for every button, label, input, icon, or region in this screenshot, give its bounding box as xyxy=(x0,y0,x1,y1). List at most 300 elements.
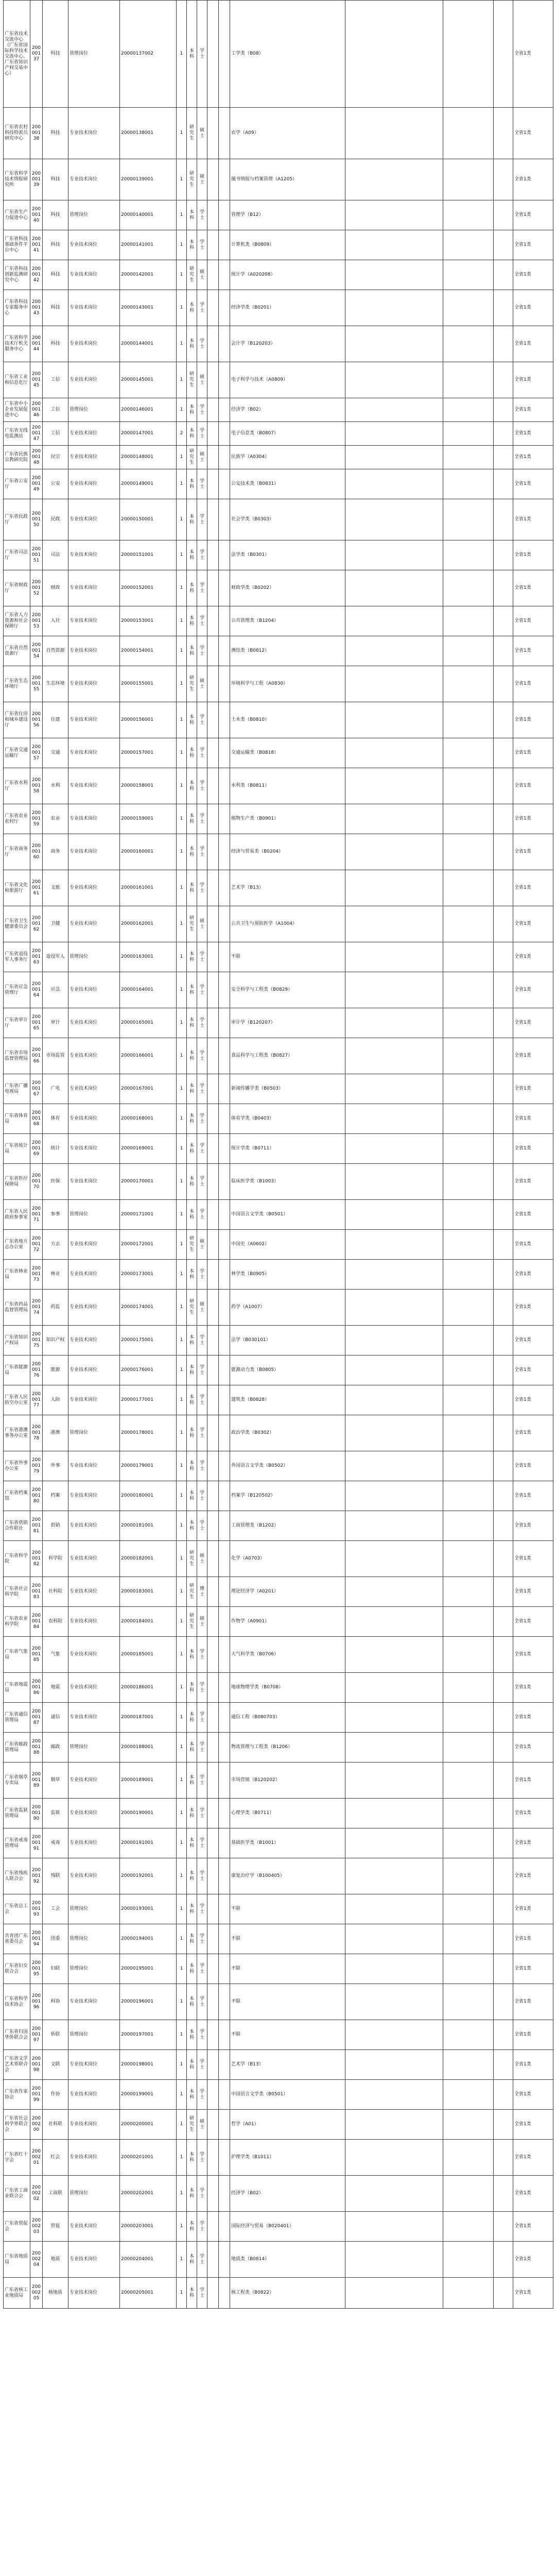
cell-poscode: 20000182001 xyxy=(120,1541,177,1577)
cell-num: 1 xyxy=(177,260,187,290)
cell-num: 1 xyxy=(177,1230,187,1260)
cell-major: 电子科学与技术（A0809） xyxy=(230,362,345,398)
table-row xyxy=(4,1924,553,1954)
cell-age xyxy=(207,1984,219,2020)
cell-blank xyxy=(219,362,230,398)
cell-poscode: 20000174001 xyxy=(120,1290,177,1326)
cell-code: 20000179 xyxy=(30,1451,43,1481)
cell-deg: 硕士 xyxy=(197,1290,207,1326)
cell-remark: 全省1类 xyxy=(513,1577,553,1607)
cell-unit: 广东省药品监督管理局 xyxy=(4,1290,30,1326)
cell-pos: 专业技术岗位 xyxy=(68,2242,120,2278)
cell-major: 护理学类（B1011） xyxy=(230,2140,345,2176)
cell-unit: 广东省人力资源和社会保障厅 xyxy=(4,606,30,636)
cell-note xyxy=(494,702,513,738)
cell-edu: 本科 xyxy=(187,1104,197,1134)
cell-major: 核工程类（B0822） xyxy=(230,2278,345,2309)
cell-deg: 学士 xyxy=(197,499,207,540)
cell-major: 心理学类（B0711） xyxy=(230,1799,345,1828)
cell-age xyxy=(207,834,219,870)
cell-major2 xyxy=(345,1984,443,2020)
cell-age xyxy=(207,570,219,606)
cell-pos: 专业技术岗位 xyxy=(68,422,120,446)
cell-dept: 妇联 xyxy=(43,1954,68,1984)
cell-deg: 学士 xyxy=(197,738,207,768)
cell-blank xyxy=(219,1733,230,1762)
cell-remark: 全省1类 xyxy=(513,1984,553,2020)
cell-edu: 本科 xyxy=(187,2050,197,2080)
cell-unit: 广东省交通运输厅 xyxy=(4,738,30,768)
cell-pos: 专业技术岗位 xyxy=(68,2050,120,2080)
cell-unit: 广东省地方志办公室 xyxy=(4,1230,30,1260)
cell-code: 20000143 xyxy=(30,290,43,326)
cell-blank xyxy=(219,1541,230,1577)
cell-major2 xyxy=(345,702,443,738)
cell-code: 20000139 xyxy=(30,159,43,200)
table-row xyxy=(4,636,553,666)
cell-unit: 广东省社会科学院 xyxy=(4,1577,30,1607)
cell-blank xyxy=(219,1038,230,1074)
cell-blank xyxy=(219,1451,230,1481)
cell-poscode: 20000193001 xyxy=(120,1894,177,1924)
cell-remark: 全省1类 xyxy=(513,1481,553,1511)
cell-unit: 广东省戒毒管理局 xyxy=(4,1828,30,1858)
cell-blank xyxy=(219,1385,230,1415)
cell-edu: 研究生 xyxy=(187,1577,197,1607)
cell-pos: 专业技术岗位 xyxy=(68,636,120,666)
cell-note xyxy=(494,2242,513,2278)
cell-poscode: 20000161001 xyxy=(120,870,177,906)
cell-unit: 广东省农业科学院 xyxy=(4,1607,30,1637)
cell-age xyxy=(207,1038,219,1074)
cell-remark: 全省1类 xyxy=(513,1799,553,1828)
cell-poscode: 20000176001 xyxy=(120,1355,177,1385)
cell-edu: 本科 xyxy=(187,2212,197,2242)
cell-dept: 贸促 xyxy=(43,2212,68,2242)
cell-unit: 广东省统计局 xyxy=(4,1134,30,1164)
table-row xyxy=(4,1326,553,1355)
cell-deg: 学士 xyxy=(197,1828,207,1858)
cell-poscode: 20000183001 xyxy=(120,1577,177,1607)
cell-major: 不限 xyxy=(230,1894,345,1924)
cell-code: 20000152 xyxy=(30,570,43,606)
cell-major: 公共卫生与预防医学（A1004） xyxy=(230,906,345,942)
cell-pos: 专业技术岗位 xyxy=(68,870,120,906)
cell-unit: 广东省科技基础条件平台中心 xyxy=(4,230,30,260)
cell-num: 1 xyxy=(177,1733,187,1762)
cell-other xyxy=(443,1984,494,2020)
cell-age xyxy=(207,2140,219,2176)
table-row xyxy=(4,159,553,200)
cell-blank xyxy=(219,972,230,1008)
cell-major2 xyxy=(345,1607,443,1637)
cell-poscode: 20000170001 xyxy=(120,1164,177,1200)
cell-code: 20000169 xyxy=(30,1134,43,1164)
cell-other xyxy=(443,768,494,804)
cell-blank xyxy=(219,702,230,738)
cell-note xyxy=(494,1673,513,1703)
cell-edu: 本科 xyxy=(187,1703,197,1733)
cell-pos: 专业技术岗位 xyxy=(68,1451,120,1481)
cell-major2 xyxy=(345,540,443,570)
cell-blank xyxy=(219,1511,230,1541)
cell-major2 xyxy=(345,1290,443,1326)
cell-other xyxy=(443,1703,494,1733)
cell-poscode: 20000166001 xyxy=(120,1038,177,1074)
cell-code: 20000140 xyxy=(30,200,43,230)
cell-blank xyxy=(219,1762,230,1799)
cell-poscode: 20000144001 xyxy=(120,326,177,362)
cell-edu: 本科 xyxy=(187,1326,197,1355)
cell-unit: 广东省人民防空办公室 xyxy=(4,1385,30,1415)
cell-blank xyxy=(219,1104,230,1134)
cell-major: 外国语言文学类（B0502） xyxy=(230,1451,345,1481)
cell-age xyxy=(207,1954,219,1984)
cell-major2 xyxy=(345,362,443,398)
cell-deg: 学士 xyxy=(197,1260,207,1290)
cell-pos: 专业技术岗位 xyxy=(68,1984,120,2020)
cell-code: 20000170 xyxy=(30,1164,43,1200)
cell-remark: 全省1类 xyxy=(513,636,553,666)
cell-note xyxy=(494,1260,513,1290)
cell-remark: 全省1类 xyxy=(513,469,553,499)
cell-unit: 广东省工业和信息化厅 xyxy=(4,362,30,398)
cell-dept: 港澳 xyxy=(43,1415,68,1451)
cell-edu: 研究生 xyxy=(187,1607,197,1637)
cell-blank xyxy=(219,636,230,666)
cell-unit: 广东省市场监督管理局 xyxy=(4,1038,30,1074)
cell-note xyxy=(494,1733,513,1762)
cell-major: 社会学类（B0303） xyxy=(230,499,345,540)
cell-age xyxy=(207,499,219,540)
cell-edu: 研究生 xyxy=(187,666,197,702)
cell-unit: 广东省财政厅 xyxy=(4,570,30,606)
cell-poscode: 20000169001 xyxy=(120,1134,177,1164)
cell-dept: 生态环境 xyxy=(43,666,68,702)
job-table-sheet xyxy=(3,0,553,2309)
cell-unit: 广东省通信管理局 xyxy=(4,1703,30,1733)
cell-pos: 管理岗位 xyxy=(68,1200,120,1230)
table-row xyxy=(4,606,553,636)
cell-blank xyxy=(219,2242,230,2278)
cell-num: 1 xyxy=(177,606,187,636)
cell-note xyxy=(494,230,513,260)
cell-blank xyxy=(219,2020,230,2050)
cell-major2 xyxy=(345,972,443,1008)
cell-major: 临床医学类（B1003） xyxy=(230,1164,345,1200)
cell-blank xyxy=(219,768,230,804)
cell-edu: 研究生 xyxy=(187,906,197,942)
cell-other xyxy=(443,942,494,972)
cell-other xyxy=(443,1134,494,1164)
cell-num: 1 xyxy=(177,972,187,1008)
cell-code: 20000161 xyxy=(30,870,43,906)
cell-code: 20000162 xyxy=(30,906,43,942)
table-row xyxy=(4,1762,553,1799)
cell-other xyxy=(443,1200,494,1230)
cell-num: 1 xyxy=(177,1290,187,1326)
cell-num: 1 xyxy=(177,906,187,942)
cell-age xyxy=(207,1230,219,1260)
cell-major2 xyxy=(345,230,443,260)
cell-pos: 专业技术岗位 xyxy=(68,768,120,804)
cell-num: 1 xyxy=(177,159,187,200)
table-row xyxy=(4,260,553,290)
cell-major: 统计学（A020208） xyxy=(230,260,345,290)
cell-deg: 学士 xyxy=(197,636,207,666)
cell-note xyxy=(494,469,513,499)
cell-age xyxy=(207,1511,219,1541)
cell-dept: 人社 xyxy=(43,606,68,636)
cell-edu: 本科 xyxy=(187,1799,197,1828)
cell-pos: 专业技术岗位 xyxy=(68,1326,120,1355)
cell-edu: 研究生 xyxy=(187,1290,197,1326)
cell-major: 体育学类（B0403） xyxy=(230,1104,345,1134)
cell-dept: 科技 xyxy=(43,200,68,230)
table-row xyxy=(4,2212,553,2242)
cell-deg: 学士 xyxy=(197,1385,207,1415)
cell-other xyxy=(443,1038,494,1074)
cell-other xyxy=(443,1762,494,1799)
cell-edu: 本科 xyxy=(187,1984,197,2020)
cell-poscode: 20000186001 xyxy=(120,1673,177,1703)
cell-edu: 本科 xyxy=(187,398,197,422)
cell-deg: 学士 xyxy=(197,2212,207,2242)
cell-poscode: 20000178001 xyxy=(120,1415,177,1451)
cell-major: 经济与贸易类（B0204） xyxy=(230,834,345,870)
cell-note xyxy=(494,1828,513,1858)
cell-code: 20000198 xyxy=(30,2050,43,2080)
cell-poscode: 20000142001 xyxy=(120,260,177,290)
cell-unit: 广东省水利厅 xyxy=(4,768,30,804)
cell-remark: 全省1类 xyxy=(513,1894,553,1924)
cell-dept: 参事 xyxy=(43,1200,68,1230)
cell-pos: 专业技术岗位 xyxy=(68,159,120,200)
cell-num: 1 xyxy=(177,108,187,159)
cell-deg: 硕士 xyxy=(197,260,207,290)
cell-other xyxy=(443,1355,494,1385)
cell-dept: 科技 xyxy=(43,1,68,108)
cell-other xyxy=(443,422,494,446)
cell-pos: 专业技术岗位 xyxy=(68,906,120,942)
cell-other xyxy=(443,290,494,326)
cell-remark: 全省1类 xyxy=(513,2050,553,2080)
cell-other xyxy=(443,834,494,870)
cell-remark: 全省1类 xyxy=(513,1858,553,1894)
cell-blank xyxy=(219,1799,230,1828)
cell-dept: 邮政 xyxy=(43,1733,68,1762)
cell-pos: 专业技术岗位 xyxy=(68,1164,120,1200)
cell-age xyxy=(207,1673,219,1703)
cell-poscode: 20000165001 xyxy=(120,1008,177,1038)
cell-note xyxy=(494,768,513,804)
cell-code: 20000187 xyxy=(30,1703,43,1733)
cell-remark: 全省1类 xyxy=(513,1134,553,1164)
cell-code: 20000195 xyxy=(30,1954,43,1984)
cell-dept: 科技 xyxy=(43,326,68,362)
cell-pos: 管理岗位 xyxy=(68,398,120,422)
cell-major2 xyxy=(345,606,443,636)
cell-dept: 林业 xyxy=(43,1260,68,1290)
cell-major: 测绘类（B0812） xyxy=(230,636,345,666)
cell-edu: 研究生 xyxy=(187,446,197,469)
cell-other xyxy=(443,230,494,260)
cell-age xyxy=(207,290,219,326)
cell-blank xyxy=(219,1008,230,1038)
cell-remark: 全省1类 xyxy=(513,1733,553,1762)
cell-major: 林学类（B0905） xyxy=(230,1260,345,1290)
cell-major2 xyxy=(345,2278,443,2309)
cell-num: 1 xyxy=(177,446,187,469)
cell-other xyxy=(443,1894,494,1924)
cell-deg: 学士 xyxy=(197,2278,207,2309)
cell-major: 食品科学与工程类（B0827） xyxy=(230,1038,345,1074)
cell-edu: 本科 xyxy=(187,942,197,972)
cell-major2 xyxy=(345,1954,443,1984)
cell-deg: 硕士 xyxy=(197,906,207,942)
cell-major2 xyxy=(345,2080,443,2110)
cell-other xyxy=(443,1451,494,1481)
cell-edu: 本科 xyxy=(187,1511,197,1541)
cell-remark: 全省1类 xyxy=(513,1164,553,1200)
cell-unit: 广东省医疗保障局 xyxy=(4,1164,30,1200)
cell-pos: 专业技术岗位 xyxy=(68,2212,120,2242)
cell-unit: 广东省退役军人事务厅 xyxy=(4,942,30,972)
cell-blank xyxy=(219,2278,230,2309)
cell-unit: 广东省外事办公室 xyxy=(4,1451,30,1481)
cell-num: 1 xyxy=(177,942,187,972)
cell-code: 20000192 xyxy=(30,1858,43,1894)
cell-poscode: 20000200001 xyxy=(120,2110,177,2140)
cell-note xyxy=(494,290,513,326)
cell-pos: 专业技术岗位 xyxy=(68,469,120,499)
cell-major: 农学（A09） xyxy=(230,108,345,159)
cell-unit: 广东省烟草专卖局 xyxy=(4,1762,30,1799)
cell-major: 植物生产类（B0901） xyxy=(230,804,345,834)
cell-age xyxy=(207,870,219,906)
cell-code: 20000150 xyxy=(30,499,43,540)
cell-pos: 专业技术岗位 xyxy=(68,326,120,362)
cell-deg: 学士 xyxy=(197,1733,207,1762)
cell-dept: 科技 xyxy=(43,230,68,260)
table-row xyxy=(4,1164,553,1200)
cell-edu: 本科 xyxy=(187,1415,197,1451)
cell-age xyxy=(207,1762,219,1799)
cell-blank xyxy=(219,1924,230,1954)
cell-dept: 核地质 xyxy=(43,2278,68,2309)
cell-poscode: 20000152001 xyxy=(120,570,177,606)
cell-pos: 专业技术岗位 xyxy=(68,1799,120,1828)
cell-age xyxy=(207,1415,219,1451)
cell-note xyxy=(494,804,513,834)
cell-code: 20000171 xyxy=(30,1200,43,1230)
cell-edu: 研究生 xyxy=(187,1230,197,1260)
cell-unit: 广东省卫生健康委员会 xyxy=(4,906,30,942)
cell-remark: 全省1类 xyxy=(513,702,553,738)
cell-blank xyxy=(219,1230,230,1260)
cell-age xyxy=(207,2020,219,2050)
cell-blank xyxy=(219,1074,230,1104)
cell-dept: 方志 xyxy=(43,1230,68,1260)
cell-remark: 全省1类 xyxy=(513,1415,553,1451)
cell-dept: 科学院 xyxy=(43,1541,68,1577)
table-row xyxy=(4,1733,553,1762)
cell-poscode: 20000204001 xyxy=(120,2242,177,2278)
cell-pos: 专业技术岗位 xyxy=(68,1134,120,1164)
cell-age xyxy=(207,422,219,446)
cell-note xyxy=(494,1385,513,1415)
cell-age xyxy=(207,446,219,469)
cell-code: 20000178 xyxy=(30,1415,43,1451)
cell-note xyxy=(494,1038,513,1074)
cell-num: 1 xyxy=(177,540,187,570)
cell-pos: 专业技术岗位 xyxy=(68,2110,120,2140)
cell-edu: 本科 xyxy=(187,768,197,804)
cell-edu: 本科 xyxy=(187,1385,197,1415)
cell-deg: 学士 xyxy=(197,1038,207,1074)
cell-other xyxy=(443,1481,494,1511)
cell-num: 1 xyxy=(177,2080,187,2110)
cell-pos: 管理岗位 xyxy=(68,1415,120,1451)
cell-edu: 本科 xyxy=(187,1451,197,1481)
cell-other xyxy=(443,108,494,159)
cell-dept: 侨联 xyxy=(43,2020,68,2050)
cell-other xyxy=(443,570,494,606)
cell-num: 1 xyxy=(177,1858,187,1894)
cell-code: 20000194 xyxy=(30,1924,43,1954)
cell-pos: 专业技术岗位 xyxy=(68,1230,120,1260)
cell-num: 1 xyxy=(177,1385,187,1415)
cell-remark: 全省1类 xyxy=(513,1385,553,1415)
cell-major2 xyxy=(345,1799,443,1828)
cell-other xyxy=(443,362,494,398)
cell-dept: 公安 xyxy=(43,469,68,499)
cell-deg: 学士 xyxy=(197,606,207,636)
cell-code: 20000185 xyxy=(30,1637,43,1673)
cell-major: 中国史（A0602） xyxy=(230,1230,345,1260)
cell-major: 管理学（B12） xyxy=(230,200,345,230)
table-row xyxy=(4,398,553,422)
cell-num: 1 xyxy=(177,2140,187,2176)
cell-major2 xyxy=(345,2242,443,2278)
cell-num: 1 xyxy=(177,1451,187,1481)
cell-other xyxy=(443,972,494,1008)
cell-note xyxy=(494,906,513,942)
cell-deg: 硕士 xyxy=(197,108,207,159)
cell-age xyxy=(207,362,219,398)
cell-note xyxy=(494,666,513,702)
cell-blank xyxy=(219,2212,230,2242)
cell-unit: 广东省科学技术厅机关服务中心 xyxy=(4,326,30,362)
cell-remark: 全省1类 xyxy=(513,1355,553,1385)
cell-blank xyxy=(219,1326,230,1355)
cell-major2 xyxy=(345,446,443,469)
cell-major: 物流管理与工程类（B1206） xyxy=(230,1733,345,1762)
cell-deg: 硕士 xyxy=(197,1541,207,1577)
cell-deg: 硕士 xyxy=(197,666,207,702)
table-row xyxy=(4,1104,553,1134)
cell-pos: 专业技术岗位 xyxy=(68,362,120,398)
cell-edu: 本科 xyxy=(187,738,197,768)
cell-deg: 学士 xyxy=(197,870,207,906)
cell-num: 1 xyxy=(177,804,187,834)
cell-deg: 学士 xyxy=(197,1703,207,1733)
cell-code: 20000165 xyxy=(30,1008,43,1038)
cell-num: 1 xyxy=(177,1,187,108)
cell-major2 xyxy=(345,804,443,834)
cell-edu: 本科 xyxy=(187,290,197,326)
cell-other xyxy=(443,2242,494,2278)
